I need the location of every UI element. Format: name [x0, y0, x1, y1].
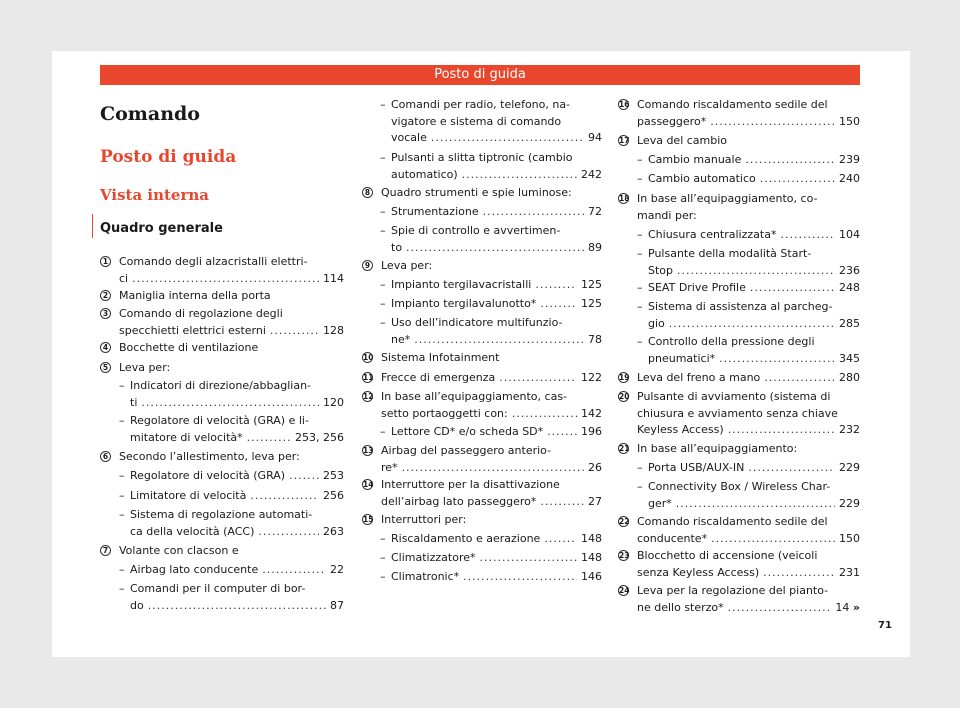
page-ref[interactable]: 125	[581, 278, 602, 291]
callout-number: 12	[363, 392, 374, 401]
page-ref[interactable]: 263	[323, 524, 344, 538]
entry-12: 12 In base all’equipaggiamento, cas- setto portaoggetti con: ..... 142	[362, 389, 602, 422]
sub-entry: – Comandi per radio, telefono, na- vigatore e sistema di comando vocale ..... 94	[380, 97, 602, 147]
entry-17: 17 Leva del cambio	[619, 134, 728, 147]
page-ref[interactable]: 150	[839, 114, 860, 128]
entry-4: 4 Bocchette di ventilazione	[100, 340, 344, 357]
callout-number: 18	[619, 194, 630, 203]
sub-entry: – Climatizzatore* ..... 148	[380, 550, 602, 567]
heading-vista-interna: Vista interna	[100, 186, 209, 204]
sub-entry: – Pulsanti a slitta tiptronic (cambio automatico) ..... 242	[380, 150, 602, 183]
sub-entry: – Cambio automatico ..... 240	[637, 171, 860, 188]
callout-number: 7	[100, 545, 111, 556]
callout-number: 15	[363, 515, 374, 524]
callout-number: 2	[100, 290, 111, 301]
sub-entry: – Climatronic* ..... 146	[380, 569, 602, 586]
callout-number: 3	[100, 308, 111, 319]
page-ref[interactable]: 87	[330, 598, 344, 612]
entry-20: 20 Pulsante di avviamento (sistema di chiusura e avviamento senza chiave Keyless Access) ..... 232	[618, 389, 860, 439]
page-ref[interactable]: 256	[323, 489, 344, 502]
heading-rule	[92, 214, 93, 238]
callout-number: 19	[619, 373, 630, 382]
entry-6: 6 Secondo l’allestimento, leva per:	[100, 449, 344, 466]
entry-5: 5 Leva per:	[100, 360, 344, 377]
sub-entry: – SEAT Drive Profile ..... 248	[637, 280, 860, 297]
page-ref[interactable]: 232	[839, 423, 860, 436]
page-ref[interactable]: 114	[323, 271, 344, 285]
heading-comando: Comando	[100, 103, 200, 125]
callout-number: 13	[363, 446, 374, 455]
entry-24: 24 Leva per la regolazione del pianto- ne dello sterzo* ..... 14 »	[618, 583, 860, 616]
sub-entry: – Regolatore di velocità (GRA) e li- mitatore di velocità* ..... 253, 256	[119, 413, 344, 446]
sub-entry: – Uso dell’indicatore multifunzio- ne* ..... 78	[380, 315, 602, 348]
page-ref[interactable]: 280	[839, 371, 860, 384]
page-ref[interactable]: 104	[839, 228, 860, 241]
page-ref[interactable]: 236	[839, 263, 860, 277]
entry-14: 14 Interruttore per la disattivazione dell’airbag lato passeggero* ..... 27	[362, 477, 602, 510]
callout-number: 6	[100, 451, 111, 462]
callout-number: 5	[100, 362, 111, 373]
callout-number: 20	[619, 392, 630, 401]
entry-3: 3 Comando di regolazione degli specchietti elettrici esterni ..... 128	[100, 306, 344, 339]
page-number: 71	[878, 620, 892, 631]
page-ref[interactable]: 122	[581, 371, 602, 384]
sub-entry: – Spie di controllo e avvertimen- to ..... 89	[380, 223, 602, 256]
sub-entry: – Pulsante della modalità Start- Stop ..... 236	[637, 246, 860, 279]
sub-entry: – Limitatore di velocità ..... 256	[119, 488, 344, 505]
callout-number: 23	[619, 551, 630, 560]
entry-8: 8 Quadro strumenti e spie luminose:	[362, 185, 602, 202]
sub-entry: – Porta USB/AUX-IN ..... 229	[637, 460, 860, 477]
entry-2: 2 Maniglia interna della porta	[100, 288, 344, 305]
callout-number: 9	[362, 260, 373, 271]
sub-entry: – Impianto tergilavalunotto* ..... 125	[380, 296, 602, 313]
page-ref[interactable]: 148	[581, 551, 602, 564]
entry-18: 18 In base all’equipaggiamento, co- mandi per:	[619, 192, 818, 222]
sub-entry: – Chiusura centralizzata* ..... 104	[637, 227, 860, 244]
page-ref[interactable]: 248	[839, 281, 860, 294]
page-ref[interactable]: 239	[839, 153, 860, 166]
callout-number: 10	[363, 353, 374, 362]
page-ref[interactable]: 229	[839, 461, 860, 474]
page-ref[interactable]: 285	[839, 316, 860, 330]
page-ref[interactable]: 128	[323, 323, 344, 337]
entry-23: 23 Blocchetto di accensione (veicoli senza Keyless Access) ..... 231	[618, 548, 860, 581]
sub-entry: – Sistema di regolazione automati- ca della velocità (ACC) ..... 263	[119, 507, 344, 540]
page-ref[interactable]: 27	[588, 494, 602, 508]
entry-11: 11 Frecce di emergenza ..... 122	[362, 370, 602, 387]
callout-number: 24	[619, 586, 630, 595]
page-ref[interactable]: 345	[839, 351, 860, 365]
sub-entry: – Impianto tergilavacristalli ..... 125	[380, 277, 602, 294]
page-ref[interactable]: 229	[839, 496, 860, 510]
page-ref[interactable]: 253, 256	[295, 430, 344, 444]
section-header-bar: Posto di guida	[100, 65, 860, 85]
callout-number: 1	[100, 256, 111, 267]
page-ref[interactable]: 78	[588, 332, 602, 346]
entry-21: 21 In base all’equipaggiamento:	[619, 442, 798, 455]
sub-entry: – Riscaldamento e aerazione ..... 148	[380, 531, 602, 548]
page-ref[interactable]: 240	[839, 172, 860, 185]
page-ref[interactable]: 142	[581, 406, 602, 420]
sub-entry: – Cambio manuale ..... 239	[637, 152, 860, 169]
continue-arrow-icon[interactable]: »	[852, 600, 860, 614]
entry-7: 7 Volante con clacson e	[100, 543, 344, 560]
page-ref[interactable]: 242	[581, 167, 602, 181]
heading-posto-di-guida: Posto di guida	[100, 147, 237, 167]
sub-entry: – Strumentazione ..... 72	[380, 204, 602, 221]
entry-15: 15 Interruttori per:	[363, 513, 467, 526]
sub-entry: – Airbag lato conducente ..... 22	[119, 562, 344, 579]
page-ref[interactable]: 22	[330, 563, 344, 576]
sub-entry: – Indicatori di direzione/abbaglian- ti ..... 120	[119, 378, 344, 411]
sub-entry: – Connectivity Box / Wireless Char- ger* ..... 229	[637, 479, 860, 512]
sub-entry: – Controllo della pressione degli pneumatici* ..... 345	[637, 334, 860, 367]
sub-entry: – Lettore CD* e/o scheda SD* ..... 196	[380, 424, 602, 441]
page-ref[interactable]: 14	[835, 600, 850, 614]
entry-1: 1 Comando degli alzacristalli elettri- ci ..... 114	[100, 254, 344, 287]
sub-entry: – Regolatore di velocità (GRA) ..... 253	[119, 468, 344, 485]
page-ref[interactable]: 94	[588, 131, 602, 144]
page-ref[interactable]: 72	[588, 205, 602, 218]
callout-number: 16	[619, 100, 630, 109]
sub-entry: – Comandi per il computer di bor- do ..... 87	[119, 581, 344, 614]
callout-number: 8	[362, 187, 373, 198]
entry-13: 13 Airbag del passeggero anterio- re* ..... 26	[362, 443, 602, 476]
entry-22: 22 Comando riscaldamento sedile del conducente* ..... 150	[618, 514, 860, 547]
heading-quadro-generale: Quadro generale	[100, 221, 223, 236]
page-ref[interactable]: 146	[581, 570, 602, 583]
entry-10: 10 Sistema Infotainment	[363, 351, 500, 364]
callout-number: 11	[363, 373, 374, 382]
callout-number: 14	[363, 480, 374, 489]
page-ref[interactable]: 253	[323, 469, 344, 482]
page-ref[interactable]: 196	[581, 425, 602, 438]
page-ref[interactable]: 150	[839, 531, 860, 545]
entry-16: 16 Comando riscaldamento sedile del passeggero* ..... 150	[618, 97, 860, 130]
entry-19: 19 Leva del freno a mano ..... 280	[618, 370, 860, 387]
callout-number: 22	[619, 517, 630, 526]
page-ref[interactable]: 120	[323, 395, 344, 409]
sub-entry: – Sistema di assistenza al parcheg- gio ..... 285	[637, 299, 860, 332]
page-ref[interactable]: 148	[581, 532, 602, 545]
entry-9: 9 Leva per:	[362, 258, 602, 275]
page-ref[interactable]: 89	[588, 240, 602, 254]
callout-number: 17	[619, 136, 630, 145]
page-ref[interactable]: 26	[588, 460, 602, 474]
callout-number: 4	[100, 342, 111, 353]
callout-number: 21	[619, 444, 630, 453]
page-ref[interactable]: 125	[581, 297, 602, 310]
page-ref[interactable]: 231	[839, 565, 860, 579]
